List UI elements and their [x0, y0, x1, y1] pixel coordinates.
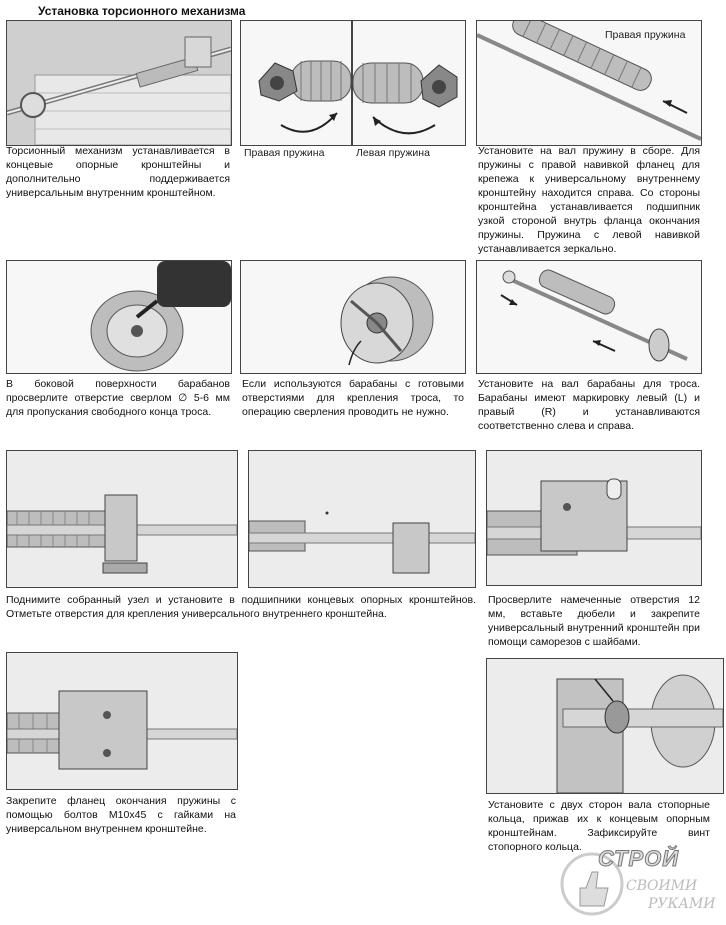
logo-text-2: СВОИМИ [626, 878, 698, 894]
drum-ready-holes-illustration [241, 261, 465, 373]
step7-image-a [6, 450, 238, 588]
step2-image-right [240, 20, 352, 146]
door-shaft-illustration [7, 21, 231, 145]
right-spring-illustration [241, 21, 351, 145]
step10-image [486, 658, 724, 794]
step4-caption: В боковой поверхности барабанов просверлите отверстие сверлом ∅ 5-6 мм для пропускания свободного конца троса. [6, 378, 230, 418]
page-title: Установка торсионного механизма [38, 4, 246, 18]
logo-text-3: РУКАМИ [648, 896, 716, 912]
step4-image [6, 260, 232, 374]
step10-caption: Установите с двух сторон вала стопорные кольца, прижав их к концевым опорным кронштейнам. Зафиксируйте винт стопорного кольца. [488, 799, 710, 853]
step2-label-left: Левая пружина [356, 147, 430, 159]
step7-image-b [248, 450, 476, 588]
step6-image [476, 260, 702, 374]
step5-caption: Если используются барабаны с готовыми отверстиями для крепления троса, то операцию сверления проводить не нужно. [242, 378, 464, 418]
step5-image [240, 260, 466, 374]
step2-label-right: Правая пружина [244, 147, 325, 159]
step7-caption: Поднимите собранный узел и установите в подшипники концевых опорных кронштейнов. Отметьте отверстия для крепления универсального внутреннего кронштейна. [6, 594, 476, 620]
bracket-mount-illustration-a [7, 451, 237, 587]
drums-on-shaft-illustration [477, 261, 701, 373]
step3-caption: Установите на вал пружину в сборе. Для пружины с правой навивкой фланец для крепежа к универсальному внутреннему кронштейну находится справа. Со стороны кронштейна устанавливается подшипник узкой стороной внутрь фланца окончания пружины. Пружина с левой навивкой устанавливается зеркально. [478, 145, 700, 255]
step9-image [6, 652, 238, 790]
step2-image-left [352, 20, 466, 146]
step1-caption: Торсионный механизм устанавливается в концевые опорные кронштейны и дополнительно поддерживается универсальным внутренним кронштейном. [6, 145, 230, 199]
step8-image [486, 450, 702, 586]
drum-drilling-illustration [7, 261, 231, 373]
step6-caption: Установите на вал барабаны для троса. Барабаны имеют маркировку левый (L) и правый (R) и устанавливаются соответственно слева и справа. [478, 378, 700, 432]
site-logo [556, 844, 724, 924]
left-spring-illustration [353, 21, 465, 145]
step9-caption: Закрепите фланец окончания пружины с помощью болтов М10х45 с гайками на универсальном внутреннем кронштейне. [6, 795, 236, 835]
bracket-drilling-illustration [487, 451, 701, 585]
logo-text-1: СТРОЙ [598, 846, 680, 871]
step3-label: Правая пружина [605, 29, 686, 41]
bracket-mount-illustration-b [249, 451, 475, 587]
retaining-ring-illustration [487, 659, 723, 793]
spring-flange-bolting-illustration [7, 653, 237, 789]
step8-caption: Просверлите намеченные отверстия 12 мм, вставьте дюбели и закрепите универсальный внутренний кронштейн при помощи саморезов с шайбами. [488, 594, 700, 648]
step3-image [476, 20, 702, 146]
step1-image [6, 20, 232, 146]
